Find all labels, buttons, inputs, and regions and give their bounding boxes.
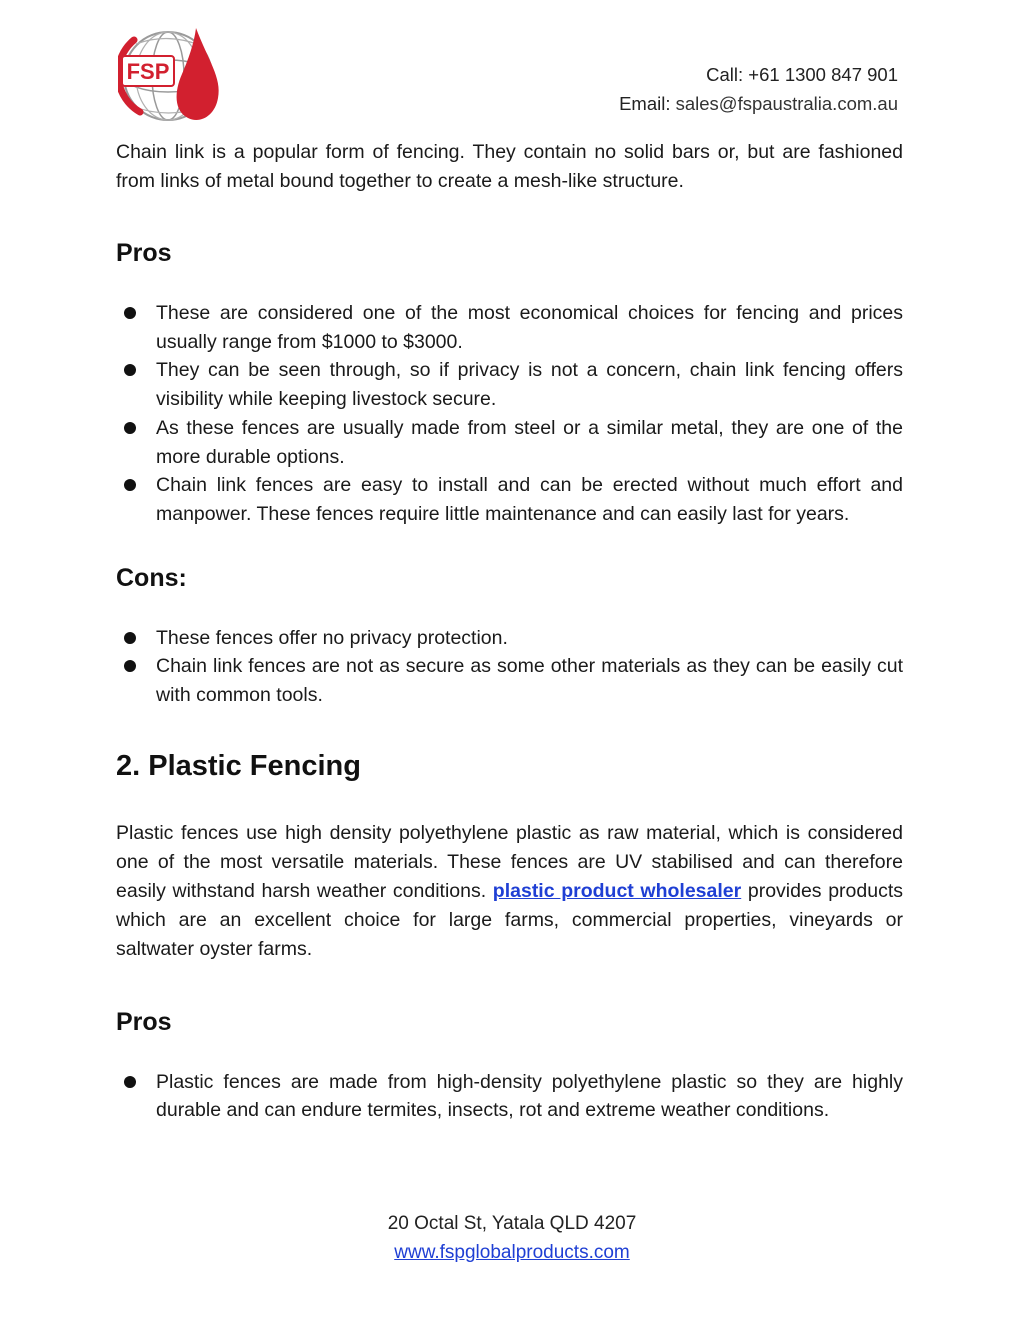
- list-item: [116, 624, 903, 653]
- list-item-text: They can be seen through, so if privacy is not a concern, chain link fencing offers visibility while keeping livestock secure.: [156, 359, 903, 411]
- fsp-logo: [118, 20, 226, 132]
- list-item: [116, 356, 903, 413]
- plastic-fencing-heading: 2. Plastic Fencing: [116, 749, 361, 782]
- bullet-dot-icon: [124, 422, 136, 434]
- list-item: [116, 1068, 903, 1125]
- call-value: +61 1300 847 901: [748, 64, 898, 85]
- email-value: sales@fspaustralia.com.au: [675, 93, 898, 114]
- bullet-dot-icon: [124, 1076, 136, 1088]
- email-line: [619, 89, 898, 118]
- bullet-dot-icon: [124, 632, 136, 644]
- list-item: [116, 652, 903, 709]
- list-item-text: Chain link fences are not as secure as some other materials as they can be easily cut with common tools.: [156, 655, 903, 707]
- bullet-dot-icon: [124, 479, 136, 491]
- list-item-text: Plastic fences are made from high-density polyethylene plastic so they are highly durable and can endure termites, insects, rot and extreme weather conditions.: [156, 1070, 903, 1122]
- plastic-pros-heading: Pros: [116, 1007, 172, 1036]
- footer-website-link[interactable]: www.fspglobalproducts.com: [394, 1242, 630, 1263]
- list-item-text: These are considered one of the most economical choices for fencing and prices usually range from $1000 to $3000.: [156, 302, 903, 353]
- bullet-dot-icon: [124, 307, 136, 319]
- chain-link-cons-heading: Cons:: [116, 563, 187, 592]
- plastic-paragraph-before-link: Plastic fences use high density polyethylene plastic as raw material, which is considered one of the most versatile materials. These fences are UV stabilised and can therefore easily withstand harsh weather conditions.: [116, 821, 903, 902]
- call-label: Call:: [706, 64, 744, 85]
- list-item: [116, 414, 903, 471]
- document-body: [116, 138, 903, 1125]
- page-footer: [0, 1209, 1024, 1267]
- plastic-pros-list: [116, 1068, 903, 1125]
- logo-text: FSP: [126, 59, 170, 84]
- bullet-dot-icon: [124, 364, 136, 376]
- list-item-text: Chain link fences are easy to install and can be erected without much effort and manpower. These fences require little maintenance and can easily last for years.: [156, 474, 903, 525]
- footer-address: 20 Octal St, Yatala QLD 4207: [387, 1213, 637, 1234]
- email-label: Email:: [619, 93, 671, 114]
- chain-link-pros-heading: Pros: [116, 239, 172, 267]
- chain-link-cons-list: [116, 624, 903, 710]
- chain-link-pros-list: [116, 299, 903, 529]
- plastic-product-wholesaler-link[interactable]: plastic product wholesaler: [492, 879, 742, 902]
- list-item-text: As these fences are usually made from steel or a similar metal, they are one of the more durable options.: [156, 416, 903, 468]
- contact-block: [619, 60, 898, 118]
- intro-paragraph: Chain link is a popular form of fencing. They contain no solid bars or, but are fashioned from links of metal bound together to create a mesh-like structure.: [116, 141, 903, 192]
- list-item-text: These fences offer no privacy protection.: [156, 626, 508, 649]
- bullet-dot-icon: [124, 660, 136, 672]
- list-item: [116, 471, 903, 528]
- call-line: [619, 60, 898, 89]
- plastic-paragraph: [116, 819, 903, 964]
- list-item: [116, 299, 903, 356]
- plastic-paragraph-after-link: provides products which are an excellent choice for large farms, commercial properties, vineyards or saltwater oyster farms.: [116, 879, 903, 960]
